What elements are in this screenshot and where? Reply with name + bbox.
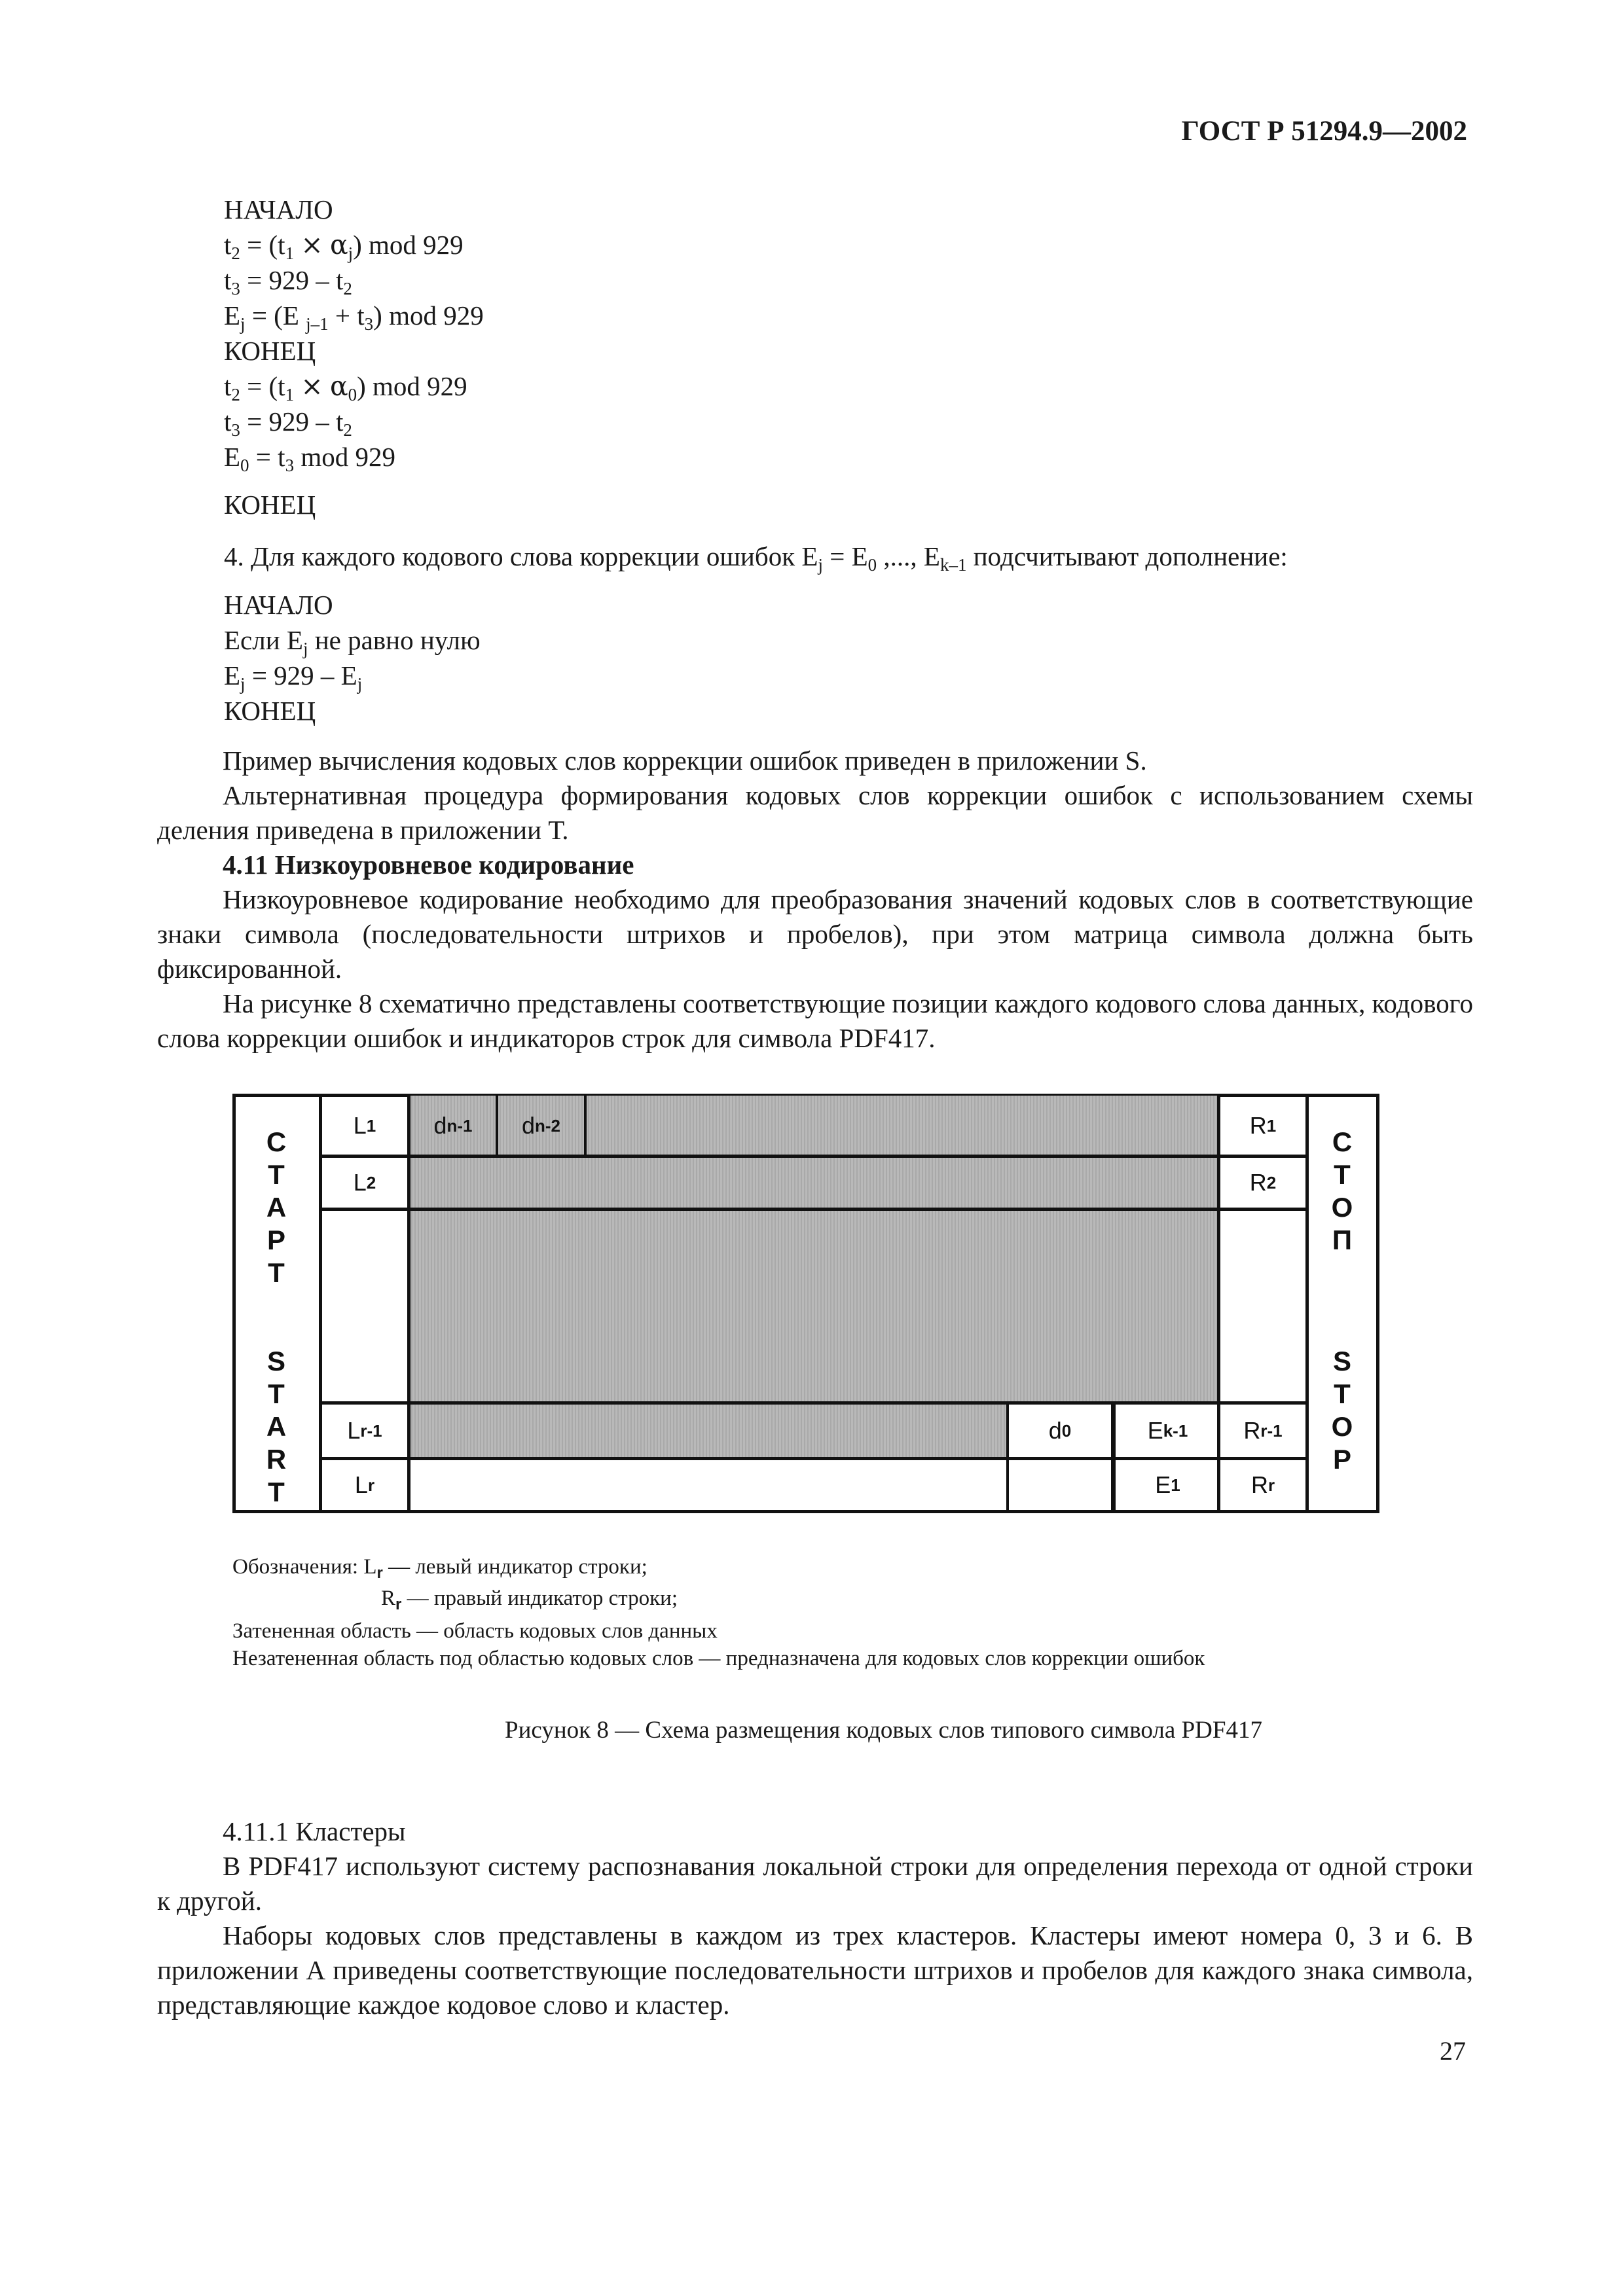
line-dn2: [584, 1094, 587, 1157]
legend-lr: Обозначения: $L_r$ — левый индикатор строки;: [232, 1555, 647, 1582]
line-ek2: [1113, 1403, 1116, 1513]
algo-begin: НАЧАЛО: [224, 194, 333, 224]
step4-if: Если $E_j$ не равно нулю: [224, 625, 481, 658]
paragraph-example: Пример вычисления кодовых слов коррекции ошибок приведен в приложении S.: [223, 745, 1147, 776]
paragraph-alternative: Альтернативная процедура формирования кодовых слов коррекции ошибок с использованием схемы деления приведена в приложении Т.: [157, 780, 1473, 845]
paragraph-lowlevel: Низкоуровневое кодирование необходимо для преобразования значений кодовых слов в соответствующие знаки символа (последовательности штрихов и пробелов), при этом матрица символа должна быть фиксированной.: [157, 884, 1473, 984]
formula-ej: $E_j = (E$ $_{j-1} + t_3$) mod 929: [224, 300, 484, 334]
cell-Ek1-label: E k-1: [1147, 1417, 1188, 1444]
cell-L1: L 1: [353, 1112, 376, 1139]
cell-Lr: L r: [354, 1471, 375, 1498]
cell-R2: R 2: [1249, 1169, 1277, 1196]
legend-shaded: Затененная область — область кодовых слов данных: [232, 1619, 718, 1643]
clusters-p1: В PDF417 используют систему распознавания локальной строки для определения перехода от одной строки к другой.: [157, 1851, 1473, 1916]
cell-d0: d 0: [1048, 1417, 1072, 1444]
formula-t3-b: $t_3 = 929 - t_2$: [224, 406, 352, 440]
cell-E1: E 1: [1155, 1471, 1180, 1498]
cell-Lr1: L r-1: [347, 1417, 382, 1444]
formula-e0: $E_0 = t_3$ mod 929: [224, 442, 395, 475]
start-label-ru: С Т А Р Т: [266, 1126, 287, 1288]
figure-caption: Рисунок 8 — Схема размещения кодовых слов типового символа PDF417: [505, 1717, 1262, 1744]
cell-Rr: R r: [1250, 1471, 1275, 1498]
section-heading: 4.11 Низкоуровневое кодирование: [223, 850, 634, 880]
step4-end: КОНЕЦ: [224, 696, 316, 726]
cell-L2: L 2: [353, 1169, 376, 1196]
legend-unshaded: Незатененная область под областью кодовых слов — предназначена для кодовых слов коррекции ошибок: [232, 1647, 1205, 1670]
data-area-last: [409, 1405, 1008, 1458]
stop-label-ru: С Т О П: [1331, 1126, 1353, 1255]
step4-text: 4. Для каждого кодового слова коррекции ошибок $E_j = E_0$ ,..., $E_{k-1}$ подсчитывают дополнение:: [224, 541, 1288, 575]
line-row1: [319, 1155, 1309, 1158]
cell-dn1: d n-1: [433, 1112, 473, 1139]
cell-Rr1: R r-1: [1243, 1417, 1283, 1444]
formula-t2-aj: $t_2 = (t_1 \times \alpha_j)$ mod 929: [224, 229, 464, 263]
step4-formula: $E_j = 929 - E_j$: [224, 660, 363, 694]
formula-t2-a0: $t_2 = (t_1 \times \alpha_0)$ mod 929: [224, 370, 467, 404]
cell-dn2: d n-2: [521, 1112, 561, 1139]
clusters-heading: 4.11.1 Кластеры: [223, 1816, 406, 1846]
document-header: ГОСТ Р 51294.9—2002: [1181, 116, 1467, 147]
start-label-en: S T A R T: [266, 1346, 287, 1507]
data-area-main: [409, 1158, 1218, 1405]
step4-begin: НАЧАЛО: [224, 590, 333, 620]
cell-R1: R 1: [1249, 1112, 1277, 1139]
legend-rr: $R_r$ — правый индикатор строки;: [381, 1587, 678, 1613]
formula-t3: $t_3 = 929 - t_2$: [224, 265, 352, 298]
line-row2: [319, 1208, 1309, 1211]
page-number: 27: [1440, 2036, 1466, 2066]
algo-end-inner: КОНЕЦ: [224, 336, 316, 366]
algo-end-outer: КОНЕЦ: [224, 490, 316, 520]
stop-label-en: S T O P: [1331, 1346, 1353, 1475]
paragraph-figure-intro: На рисунке 8 схематично представлены соответствующие позиции каждого кодового слова данных, кодового слова коррекции ошибок и индикаторов строк для символа PDF417.: [157, 988, 1473, 1053]
clusters-p2: Наборы кодовых слов представлены в каждом из трех кластеров. Кластеры имеют номера 0, 3 и 6. В приложении А приведены соответствующие последовательности штрихов и пробелов для каждого знака символа, представляющие каждое кодовое слово и кластер.: [157, 1920, 1473, 2020]
